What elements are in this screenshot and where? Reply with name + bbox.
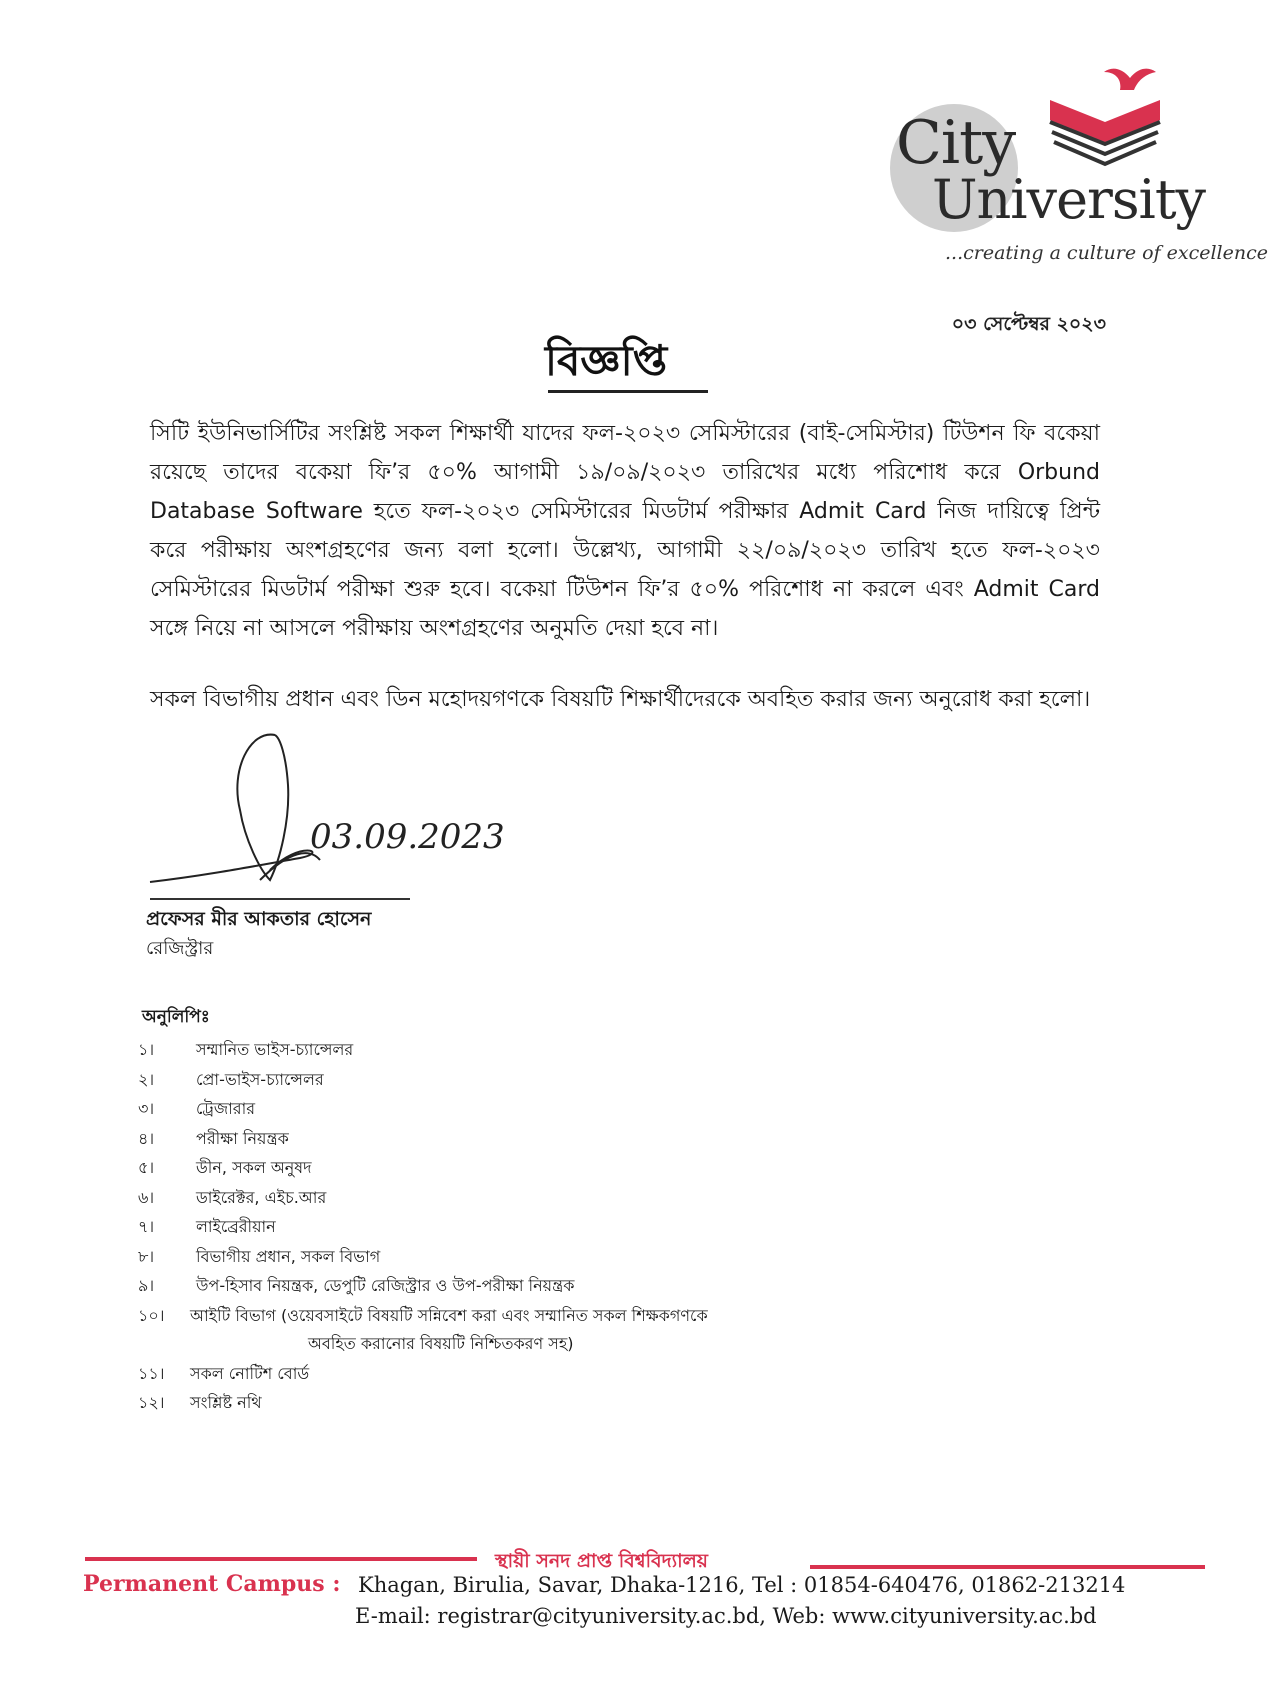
list-item-continuation: অবহিত করানোর বিষয়টি নিশ্চিতকরণ সহ): [308, 1333, 574, 1353]
list-item: [138, 1212, 1038, 1242]
footer-rule-right: [810, 1565, 1205, 1569]
list-item-number: ৬।: [138, 1187, 155, 1207]
list-item-text: পরীক্ষা নিয়ন্ত্রক: [196, 1128, 289, 1148]
handwritten-signature: [150, 730, 505, 900]
footer-campus-label: Permanent Campus :: [83, 1571, 341, 1597]
list-item-number: ৯।: [138, 1276, 155, 1295]
list-item-number: ৮।: [138, 1246, 155, 1266]
list-item-text: সংশ্লিষ্ট নথি: [190, 1393, 262, 1412]
title-underline: [548, 390, 708, 393]
list-item: [138, 1242, 1038, 1272]
list-item-text: ডাইরেক্টর, এইচ.আর: [196, 1187, 327, 1207]
list-item: [138, 1153, 1038, 1183]
notice-paragraph-2: সকল বিভাগীয় প্রধান এবং ডিন মহোদয়গণকে বিষয়টি শিক্ষার্থীদেরকে অবহিত করার জন্য অনুরোধ করা হলো।: [150, 687, 1091, 712]
list-item-number: ১০।: [138, 1305, 165, 1325]
logo-city-text: City: [896, 108, 1016, 178]
footer-approved-text: স্থায়ী সনদ প্রাপ্ত বিশ্ববিদ্যালয়: [495, 1550, 708, 1572]
list-item-text: সম্মানিত ভাইস-চ্যান্সেলর: [196, 1040, 354, 1059]
list-item-text: ডীন, সকল অনুষদ: [196, 1158, 312, 1177]
list-item: [138, 1301, 1038, 1359]
list-item: [138, 1035, 1038, 1065]
list-item: [138, 1065, 1038, 1095]
list-item: [138, 1124, 1038, 1154]
list-item-text: বিভাগীয় প্রধান, সকল বিভাগ: [196, 1246, 381, 1266]
list-item-text: ট্রেজারার: [196, 1099, 256, 1118]
list-item-text: সকল নোটিশ বোর্ড: [190, 1363, 310, 1383]
list-item-text: লাইব্রেরীয়ান: [196, 1217, 276, 1236]
notice-title: বিজ্ঞপ্তি: [545, 336, 668, 385]
footer-rule-left: [85, 1557, 477, 1561]
list-item-number: ৭।: [138, 1217, 155, 1236]
university-logo: [880, 60, 1268, 280]
list-item-number: ৩।: [138, 1099, 155, 1118]
list-item-text: প্রো-ভাইস-চ্যান্সেলর: [196, 1069, 324, 1089]
list-item: [138, 1359, 1038, 1389]
list-item-number: ২।: [138, 1069, 155, 1089]
list-item: [138, 1183, 1038, 1213]
copies-list: [138, 1035, 1038, 1418]
logo-tagline: ...creating a culture of excellence: [945, 242, 1268, 264]
logo-university-text: University: [932, 168, 1206, 231]
list-item: [138, 1094, 1038, 1124]
list-item-number: ৫।: [138, 1158, 155, 1177]
list-item-text: আইটি বিভাগ (ওয়েবসাইটে বিষয়টি সন্নিবেশ করা এবং সম্মানিত সকল শিক্ষকগণকে: [190, 1305, 708, 1325]
list-item: [138, 1271, 1038, 1301]
list-item-number: ১।: [138, 1040, 155, 1059]
list-item-number: ১২।: [138, 1393, 165, 1412]
notice-date: ০৩ সেপ্টেম্বর ২০২৩: [951, 313, 1106, 335]
handwritten-date: 03.09.2023: [310, 817, 505, 857]
copies-heading: অনুলিপিঃ: [142, 1007, 210, 1027]
signer-designation: রেজিস্ট্রার: [146, 938, 214, 959]
list-item: [138, 1388, 1038, 1418]
list-item-number: ৪।: [138, 1128, 155, 1148]
signature-line: [150, 898, 410, 900]
list-item-number: ১১।: [138, 1363, 165, 1383]
footer-campus-address: Khagan, Birulia, Savar, Dhaka-1216, Tel : 01854-640476, 01862-213214: [358, 1573, 1126, 1597]
notice-paragraph-1: সিটি ইউনিভার্সিটির সংশ্লিষ্ট সকল শিক্ষার্থী যাদের ফল-২০২৩ সেমিস্টারের (বাই-সেমিস্টার) টিউশন ফি বকেয়া রয়েছে তাদের বকেয়া ফি’র ৫০% আগামী ১৯/০৯/২০২৩ তারিখের মধ্যে পরিশোধ করে Orbund Database Software হতে ফল-২০২৩ সেমিস্টারের মিডটার্ম পরীক্ষার Admit Card নিজ দায়িত্বে প্রিন্ট করে পরীক্ষায় অংশগ্রহণের জন্য বলা হলো। উল্লেখ্য, আগামী ২২/০৯/২০২৩ তারিখ হতে ফল-২০২৩ সেমিস্টারের মিডটার্ম পরীক্ষা শুরু হবে। বকেয়া টিউশন ফি’র ৫০% পরিশোধ না করলে এবং Admit Card সঙ্গে নিয়ে না আসলে পরীক্ষায় অংশগ্রহণের অনুমতি দেয়া হবে না।: [150, 421, 1100, 641]
list-item-text: উপ-হিসাব নিয়ন্ত্রক, ডেপুটি রেজিস্ট্রার ও উপ-পরীক্ষা নিয়ন্ত্রক: [196, 1276, 575, 1295]
footer-contact: E-mail: registrar@cityuniversity.ac.bd, Web: www.cityuniversity.ac.bd: [355, 1604, 1097, 1628]
signer-name: প্রফেসর মীর আকতার হোসেন: [146, 908, 372, 930]
